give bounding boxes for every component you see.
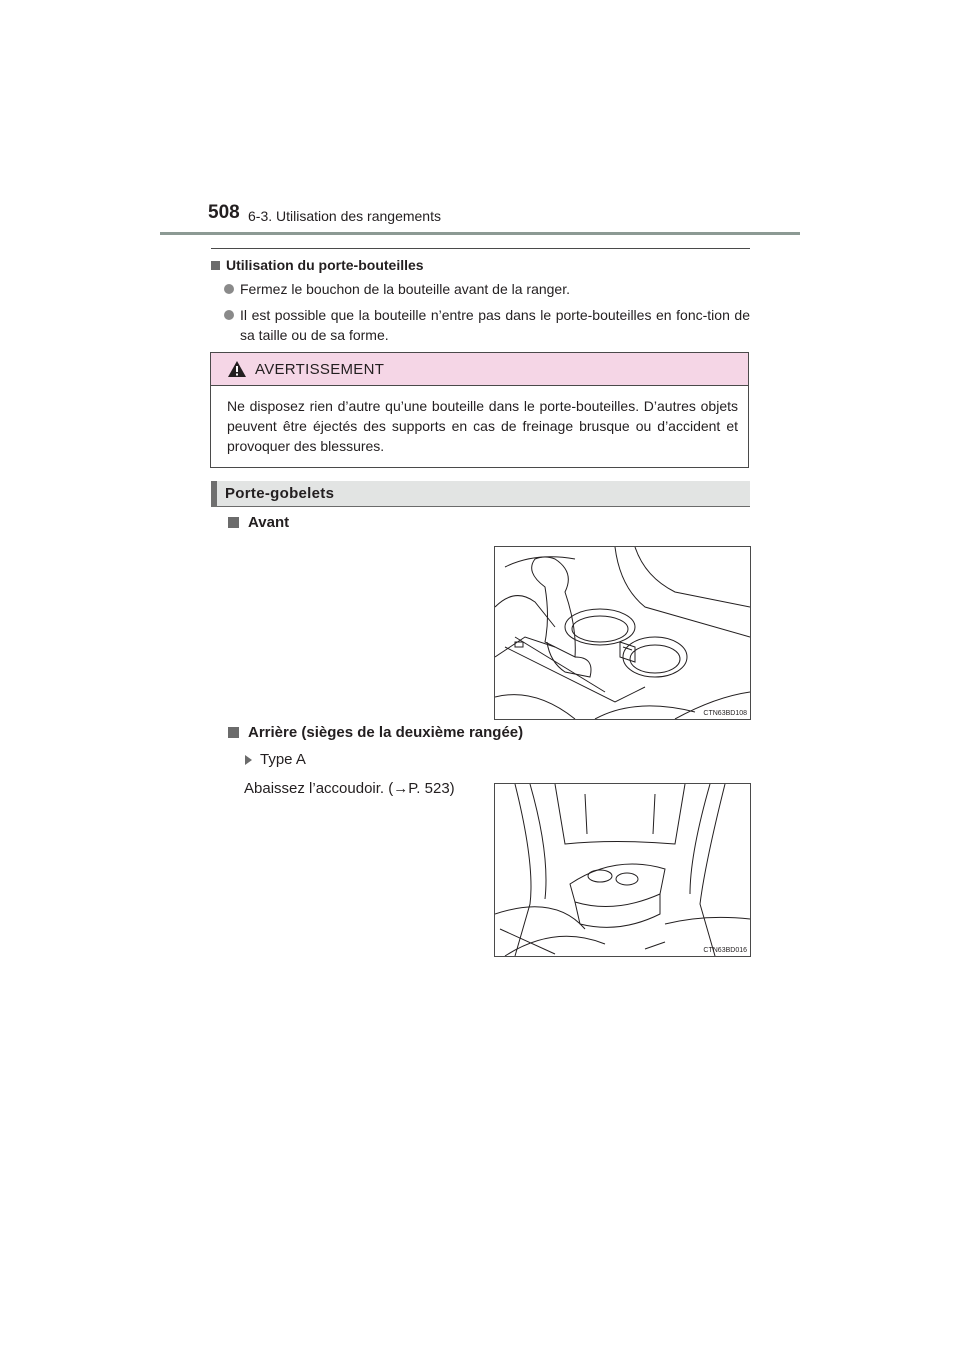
rear-armrest-drawing [495, 784, 750, 956]
warning-triangle-icon [227, 360, 247, 378]
front-heading-text: Avant [248, 514, 290, 531]
bottle-bullet-2-text: Il est possible que la bouteille n’entre pas dans le porte-bouteilles en fonc-tion de sa taille ou de sa forme. [240, 307, 750, 343]
section-band-marker [211, 481, 217, 507]
square-bullet-icon [211, 261, 220, 270]
bottle-usage-heading [211, 257, 424, 273]
front-image-code: CTN63BD108 [703, 710, 747, 717]
page-number: 508 [208, 202, 240, 223]
square-bullet-icon [228, 517, 239, 528]
bottle-bullet-1-text: Fermez le bouchon de la bouteille avant de la ranger. [240, 281, 570, 297]
header-rule [160, 232, 800, 235]
warning-header [211, 353, 748, 386]
cup-holders-section-band [211, 481, 750, 507]
front-heading [228, 514, 289, 531]
warning-box [210, 352, 749, 468]
rear-heading-text: Arrière (sièges de la deuxième rangée) [248, 724, 524, 741]
content-top-rule [211, 248, 750, 249]
round-bullet-icon [224, 310, 234, 320]
rear-instruction: Abaissez l’accoudoir. (→P. 523) [244, 780, 455, 797]
rear-image-code: CTN63BD016 [703, 947, 747, 954]
rear-type-label [245, 751, 306, 768]
warning-text: Ne disposez rien d’autre qu’une bouteille dans le porte-bouteilles. D’autres objets peuvent être éjectés des supports en cas de freinage brusque ou d’accident et provoquer des blessures. [227, 398, 738, 454]
cup-holders-title: Porte-gobelets [225, 485, 335, 502]
bottle-bullet-1 [224, 279, 750, 299]
section-title: 6-3. Utilisation des rangements [248, 208, 441, 224]
front-cup-holder-illustration [494, 546, 751, 720]
type-arrow-icon [245, 755, 252, 765]
rear-armrest-illustration [494, 783, 751, 957]
square-bullet-icon [228, 727, 239, 738]
bottle-usage-heading-text: Utilisation du porte-bouteilles [226, 257, 424, 273]
rear-type-label-text: Type A [260, 751, 306, 768]
bottle-bullet-2 [224, 305, 750, 345]
rear-heading [228, 724, 523, 741]
warning-title: AVERTISSEMENT [255, 360, 385, 378]
round-bullet-icon [224, 284, 234, 294]
front-console-drawing [495, 547, 750, 719]
